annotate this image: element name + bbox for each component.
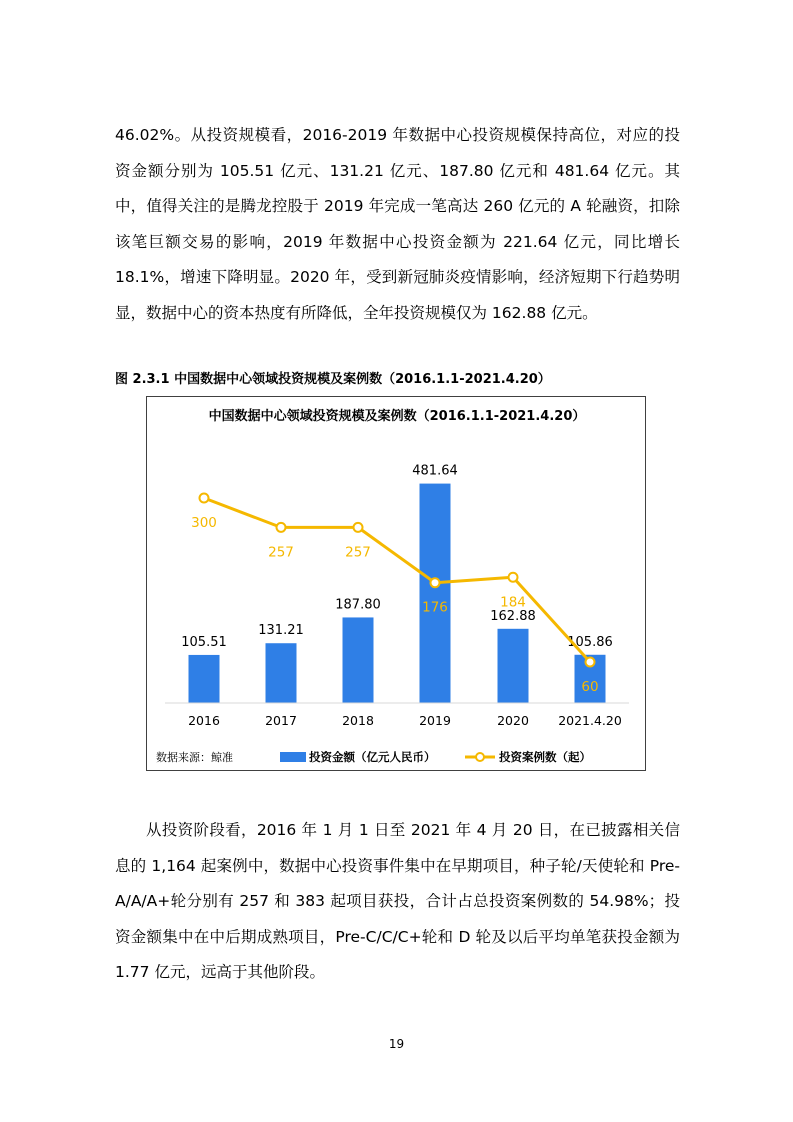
line-label-2021.4.20: 60 bbox=[581, 679, 599, 695]
bar-label-2016: 105.51 bbox=[181, 634, 227, 650]
line-label-2018: 257 bbox=[345, 544, 371, 561]
bar-label-2017: 131.21 bbox=[258, 623, 304, 639]
bar-2020 bbox=[498, 629, 529, 703]
chart-source: 数据来源：鲸准 bbox=[156, 751, 233, 764]
bar-2016 bbox=[189, 655, 220, 703]
paragraph-1: 46.02%。从投资规模看，2016-2019 年数据中心投资规模保持高位，对应的投资金额分别为 105.51 亿元、131.21 亿元、187.80 亿元和 481.64 亿元。其中，值得关注的是腾龙控股于 2019 年完成一笔高达 260 亿元的 A 轮融资，扣除该笔巨额交易的影响，2019 年数据中心投资金额为 221.64 亿元，同比增长 18.1%，增速下降明显。2020 年，受到新冠肺炎疫情影响，经济短期下行趋势明显，数据中心的资本热度有所降低，全年投资规模仅为 162.88 亿元。 bbox=[115, 126, 680, 322]
legend-line-label: 投资案例数（起） bbox=[499, 750, 591, 764]
legend-bar-label: 投资金额（亿元人民币） bbox=[309, 750, 436, 764]
line-point-2020 bbox=[509, 573, 518, 582]
figure-caption: 图 2.3.1 中国数据中心领域投资规模及案例数（2016.1.1-2021.4.20） bbox=[115, 372, 551, 387]
legend-bar-swatch bbox=[280, 752, 306, 762]
line-point-2021.4.20 bbox=[586, 658, 595, 667]
chart-title: 中国数据中心领域投资规模及案例数（2016.1.1-2021.4.20） bbox=[208, 409, 586, 424]
bar-label-2018: 187.80 bbox=[335, 597, 381, 613]
line-label-2019: 176 bbox=[422, 599, 448, 616]
paragraph-2: 从投资阶段看，2016 年 1 月 1 日至 2021 年 4 月 20 日，在已披露相关信息的 1,164 起案例中，数据中心投资事件集中在早期项目，种子轮/天使轮和 Pre-A/A/A+轮分别有 257 和 383 起项目获投，合计占总投资案例数的 54.98%；投资金额集中在中后期成熟项目，Pre-C/C/C+轮和 D 轮及以后平均单笔获投金额为 1.77 亿元，远高于其他阶段。 bbox=[115, 821, 680, 981]
x-tick-2020: 2020 bbox=[497, 713, 529, 728]
bar-2019 bbox=[420, 484, 451, 703]
line-point-2018 bbox=[354, 523, 363, 532]
line-point-2019 bbox=[431, 578, 440, 587]
x-tick-2019: 2019 bbox=[419, 713, 451, 728]
x-tick-2017: 2017 bbox=[265, 713, 297, 728]
line-point-2017 bbox=[277, 523, 286, 532]
bar-label-2019: 481.64 bbox=[412, 463, 458, 479]
x-tick-2016: 2016 bbox=[188, 713, 220, 728]
bar-label-2020: 162.88 bbox=[490, 608, 536, 624]
legend-line-marker bbox=[476, 753, 484, 761]
bar-2018 bbox=[343, 617, 374, 703]
page-number: 19 bbox=[388, 1037, 405, 1051]
chart-svg bbox=[147, 397, 647, 772]
x-tick-2018: 2018 bbox=[342, 713, 374, 728]
bar-2017 bbox=[266, 643, 297, 703]
bar-label-2021.4.20: 105.86 bbox=[567, 634, 613, 650]
legend bbox=[280, 750, 591, 764]
line-label-2017: 257 bbox=[268, 544, 294, 561]
line-point-2016 bbox=[200, 494, 209, 503]
line-label-2020: 184 bbox=[500, 594, 526, 611]
chart-frame bbox=[146, 396, 646, 771]
x-tick-2021.4.20: 2021.4.20 bbox=[558, 713, 622, 728]
line-label-2016: 300 bbox=[191, 515, 217, 531]
